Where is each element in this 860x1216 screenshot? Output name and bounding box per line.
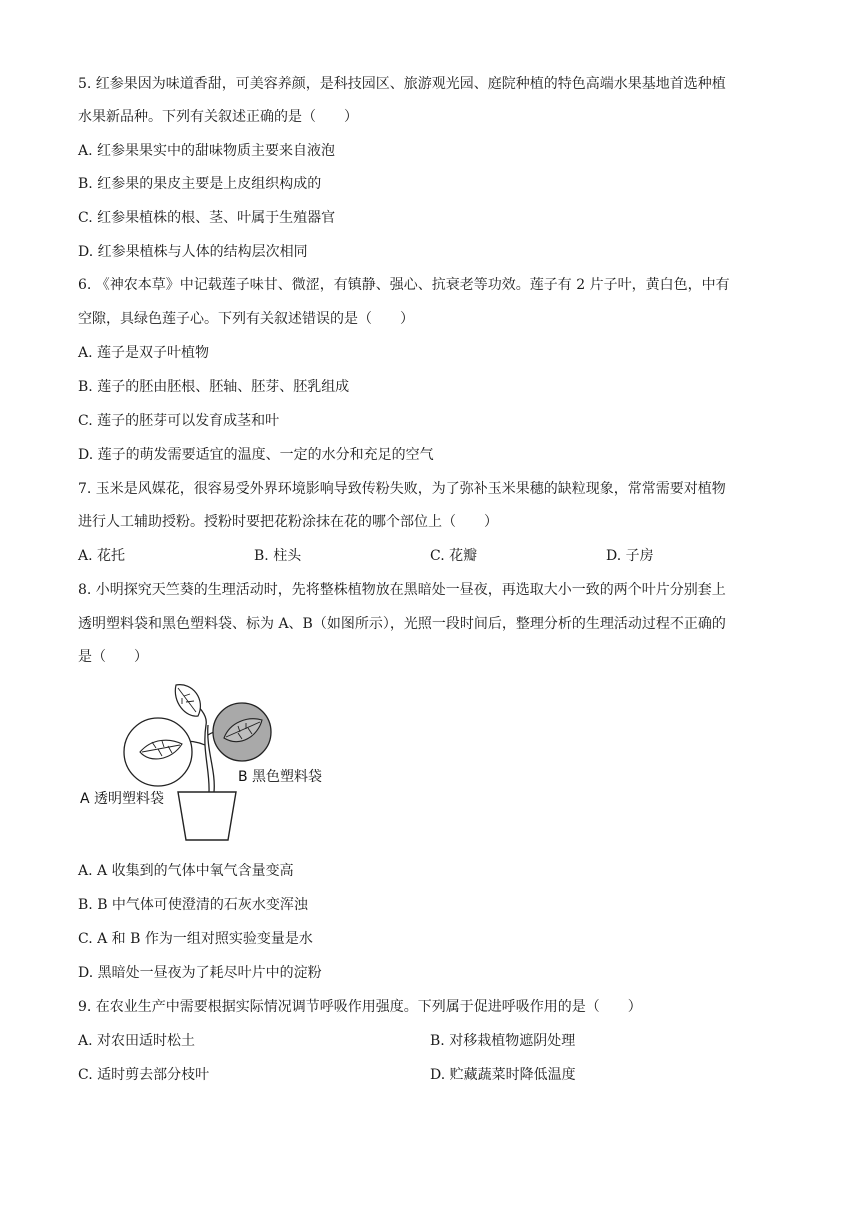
q6-option-d: D. 莲子的萌发需要适宜的温度、一定的水分和充足的空气 bbox=[78, 447, 434, 463]
q9-option-b: B. 对移栽植物遮阴处理 bbox=[430, 1033, 576, 1049]
q7-option-a: A. 花托 bbox=[78, 548, 126, 564]
q8-option-a: A. A 收集到的气体中氧气含量变高 bbox=[78, 863, 294, 879]
q8-option-d: D. 黑暗处一昼夜为了耗尽叶片中的淀粉 bbox=[78, 965, 322, 981]
q5-option-b: B. 红参果的果皮主要是上皮组织构成的 bbox=[78, 176, 322, 192]
q9-option-a: A. 对农田适时松土 bbox=[78, 1033, 196, 1049]
q7-option-b: B. 柱头 bbox=[254, 548, 302, 564]
q5-option-d: D. 红参果植株与人体的结构层次相同 bbox=[78, 244, 308, 260]
label-bag-a: A 透明塑料袋 bbox=[80, 791, 165, 807]
q7-option-c: C. 花瓣 bbox=[430, 548, 478, 564]
flower-pot bbox=[178, 792, 236, 840]
q6-option-a: A. 莲子是双子叶植物 bbox=[78, 345, 210, 361]
q6-stem-line2: 空隙，具绿色莲子心。下列有关叙述错误的是（ ） bbox=[78, 311, 414, 327]
q9-option-c: C. 适时剪去部分枝叶 bbox=[78, 1067, 210, 1083]
q8-option-b: B. B 中气体可使澄清的石灰水变浑浊 bbox=[78, 897, 308, 913]
potted-plant-illustration bbox=[78, 680, 338, 845]
label-bag-b: B 黑色塑料袋 bbox=[238, 769, 323, 785]
q8-stem-line3: 是（ ） bbox=[78, 649, 148, 665]
plant-experiment-figure bbox=[78, 680, 338, 845]
q5-option-a: A. 红参果果实中的甜味物质主要来自液泡 bbox=[78, 143, 336, 159]
q6-option-c: C. 莲子的胚芽可以发育成茎和叶 bbox=[78, 413, 280, 429]
q5-stem-line2: 水果新品种。下列有关叙述正确的是（ ） bbox=[78, 109, 358, 125]
q9-option-d: D. 贮藏蔬菜时降低温度 bbox=[430, 1067, 576, 1083]
q5-stem-line1: 5. 红参果因为味道香甜，可美容养颜，是科技园区、旅游观光园、庭院种植的特色高端水果基地首选种植 bbox=[78, 76, 726, 92]
q5-option-c: C. 红参果植株的根、茎、叶属于生殖器官 bbox=[78, 210, 336, 226]
q7-stem-line1: 7. 玉米是风媒花，很容易受外界环境影响导致传粉失败，为了弥补玉米果穗的缺粒现象，常常需要对植物 bbox=[78, 481, 726, 497]
q7-stem-line2: 进行人工辅助授粉。授粉时要把花粉涂抹在花的哪个部位上（ ） bbox=[78, 514, 498, 530]
q9-stem-line1: 9. 在农业生产中需要根据实际情况调节呼吸作用强度。下列属于促进呼吸作用的是（ ） bbox=[78, 999, 642, 1015]
q6-option-b: B. 莲子的胚由胚根、胚轴、胚芽、胚乳组成 bbox=[78, 379, 350, 395]
q8-option-c: C. A 和 B 作为一组对照实验变量是水 bbox=[78, 931, 313, 947]
q8-stem-line2: 透明塑料袋和黑色塑料袋、标为 A、B（如图所示），光照一段时间后，整理分析的生理活动过程不正确的 bbox=[78, 616, 726, 632]
q7-option-d: D. 子房 bbox=[606, 548, 654, 564]
q6-stem-line1: 6. 《神农本草》中记载莲子味甘、微涩，有镇静、强心、抗衰老等功效。莲子有 2 片子叶，黄白色，中有 bbox=[78, 277, 730, 293]
q8-stem-line1: 8. 小明探究天竺葵的生理活动时，先将整株植物放在黑暗处一昼夜，再选取大小一致的两个叶片分别套上 bbox=[78, 582, 726, 598]
